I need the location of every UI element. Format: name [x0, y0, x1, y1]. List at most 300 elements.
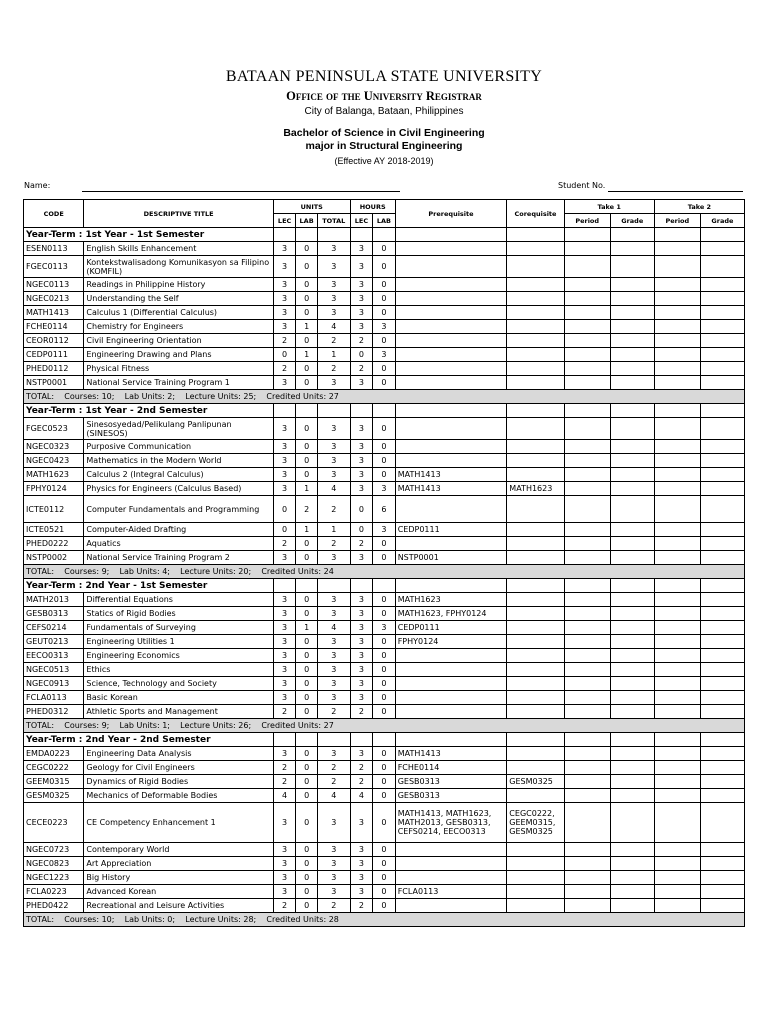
prerequisite — [395, 278, 507, 292]
units-lab: 0 — [296, 677, 318, 691]
hours-lec: 3 — [350, 857, 373, 871]
course-code: FGEC0113 — [24, 256, 84, 278]
take2-grade — [700, 843, 744, 857]
course-title: Engineering Economics — [84, 649, 273, 663]
units-lab: 2 — [296, 496, 318, 523]
empty-cell — [350, 579, 373, 593]
course-code: CECE0223 — [24, 803, 84, 843]
take1-period — [564, 857, 610, 871]
course-code: CEOR0112 — [24, 334, 84, 348]
course-code: CEDP0111 — [24, 348, 84, 362]
corequisite — [507, 256, 564, 278]
take2-period — [654, 454, 700, 468]
corequisite — [507, 747, 564, 761]
units-total: 4 — [317, 621, 350, 635]
hours-lab: 0 — [373, 761, 396, 775]
take2-period — [654, 761, 700, 775]
course-title: Big History — [84, 871, 273, 885]
course-code: FCLA0113 — [24, 691, 84, 705]
name-label: Name: — [24, 181, 51, 190]
take2-period — [654, 348, 700, 362]
hours-lec: 3 — [350, 621, 373, 635]
course-row — [24, 551, 745, 565]
course-row — [24, 621, 745, 635]
course-code: ICTE0521 — [24, 523, 84, 537]
hours-lab: 0 — [373, 789, 396, 803]
header-take1-period: Period — [564, 214, 610, 228]
units-lec: 3 — [273, 747, 296, 761]
take1-grade — [610, 468, 654, 482]
take2-grade — [700, 496, 744, 523]
take2-grade — [700, 649, 744, 663]
hours-lab: 0 — [373, 663, 396, 677]
hours-lec: 2 — [350, 537, 373, 551]
table-body — [24, 228, 745, 927]
prerequisite — [395, 691, 507, 705]
empty-cell — [373, 733, 396, 747]
take1-grade — [610, 496, 654, 523]
take1-grade — [610, 747, 654, 761]
prerequisite — [395, 899, 507, 913]
take2-grade — [700, 278, 744, 292]
semester-header-row — [24, 733, 745, 747]
corequisite — [507, 705, 564, 719]
semester-total: TOTAL: Courses: 10; Lab Units: 2; Lecture Units: 25; Credited Units: 27 — [24, 390, 745, 404]
course-title: Understanding the Self — [84, 292, 273, 306]
prerequisite: FPHY0124 — [395, 635, 507, 649]
course-code: NSTP0002 — [24, 551, 84, 565]
units-lab: 0 — [296, 649, 318, 663]
take2-period — [654, 775, 700, 789]
take2-period — [654, 899, 700, 913]
hours-lab: 0 — [373, 256, 396, 278]
header-prerequisite: Prerequisite — [395, 200, 507, 228]
units-total: 3 — [317, 278, 350, 292]
student-no-field-line[interactable] — [608, 191, 743, 192]
units-total: 3 — [317, 843, 350, 857]
empty-cell — [610, 404, 654, 418]
empty-cell — [654, 228, 700, 242]
units-total: 3 — [317, 418, 350, 440]
take2-grade — [700, 803, 744, 843]
hours-lec: 3 — [350, 256, 373, 278]
header-take1: Take 1 — [564, 200, 654, 214]
prerequisite — [395, 292, 507, 306]
hours-lab: 0 — [373, 691, 396, 705]
take1-grade — [610, 348, 654, 362]
units-total: 2 — [317, 334, 350, 348]
course-row — [24, 857, 745, 871]
course-code: GESM0325 — [24, 789, 84, 803]
take1-grade — [610, 482, 654, 496]
hours-lab: 0 — [373, 635, 396, 649]
city-address: City of Balanga, Bataan, Philippines — [304, 106, 464, 117]
units-total: 3 — [317, 677, 350, 691]
take1-period — [564, 242, 610, 256]
units-lab: 0 — [296, 242, 318, 256]
units-lab: 0 — [296, 885, 318, 899]
take2-grade — [700, 454, 744, 468]
units-lec: 3 — [273, 607, 296, 621]
course-row — [24, 607, 745, 621]
units-lab: 0 — [296, 747, 318, 761]
take2-period — [654, 649, 700, 663]
units-total: 2 — [317, 362, 350, 376]
empty-cell — [564, 579, 610, 593]
units-lec: 3 — [273, 621, 296, 635]
course-code: PHED0222 — [24, 537, 84, 551]
prerequisite — [395, 348, 507, 362]
corequisite — [507, 789, 564, 803]
units-total: 3 — [317, 242, 350, 256]
prerequisite: NSTP0001 — [395, 551, 507, 565]
empty-cell — [564, 404, 610, 418]
corequisite — [507, 761, 564, 775]
course-title: CE Competency Enhancement 1 — [84, 803, 273, 843]
take1-period — [564, 440, 610, 454]
hours-lab: 0 — [373, 468, 396, 482]
take1-grade — [610, 761, 654, 775]
units-lec: 3 — [273, 376, 296, 390]
hours-lab: 3 — [373, 621, 396, 635]
take2-period — [654, 278, 700, 292]
take2-grade — [700, 885, 744, 899]
take1-period — [564, 292, 610, 306]
empty-cell — [610, 579, 654, 593]
take2-period — [654, 292, 700, 306]
course-row — [24, 691, 745, 705]
effective-year: (Effective AY 2018-2019) — [334, 156, 434, 166]
take2-period — [654, 256, 700, 278]
units-total: 3 — [317, 607, 350, 621]
take2-period — [654, 523, 700, 537]
units-total: 3 — [317, 663, 350, 677]
course-code: NGEC0323 — [24, 440, 84, 454]
take2-grade — [700, 537, 744, 551]
take2-period — [654, 789, 700, 803]
course-code: NGEC0823 — [24, 857, 84, 871]
units-total: 2 — [317, 761, 350, 775]
hours-lec: 0 — [350, 348, 373, 362]
corequisite — [507, 885, 564, 899]
course-title: Mechanics of Deformable Bodies — [84, 789, 273, 803]
prerequisite — [395, 242, 507, 256]
units-lec: 3 — [273, 803, 296, 843]
empty-cell — [654, 733, 700, 747]
take1-grade — [610, 551, 654, 565]
course-code: ICTE0112 — [24, 496, 84, 523]
take2-grade — [700, 551, 744, 565]
prerequisite — [395, 376, 507, 390]
prerequisite — [395, 843, 507, 857]
take1-period — [564, 621, 610, 635]
take1-grade — [610, 803, 654, 843]
hours-lec: 3 — [350, 885, 373, 899]
empty-cell — [273, 404, 296, 418]
prerequisite: GESB0313 — [395, 789, 507, 803]
course-row — [24, 677, 745, 691]
units-total: 3 — [317, 292, 350, 306]
units-lec: 0 — [273, 523, 296, 537]
empty-cell — [350, 733, 373, 747]
units-lec: 2 — [273, 899, 296, 913]
course-title: Mathematics in the Modern World — [84, 454, 273, 468]
units-lab: 0 — [296, 306, 318, 320]
corequisite — [507, 348, 564, 362]
units-lab: 0 — [296, 418, 318, 440]
take2-period — [654, 747, 700, 761]
corequisite — [507, 468, 564, 482]
course-row — [24, 496, 745, 523]
units-total: 3 — [317, 551, 350, 565]
hours-lec: 3 — [350, 635, 373, 649]
empty-cell — [373, 404, 396, 418]
take1-period — [564, 761, 610, 775]
take1-grade — [610, 607, 654, 621]
units-lec: 3 — [273, 691, 296, 705]
course-title: Physical Fitness — [84, 362, 273, 376]
semester-header-row — [24, 228, 745, 242]
take2-grade — [700, 334, 744, 348]
units-total: 1 — [317, 348, 350, 362]
hours-lec: 0 — [350, 523, 373, 537]
hours-lec: 2 — [350, 705, 373, 719]
take1-grade — [610, 789, 654, 803]
take2-grade — [700, 761, 744, 775]
units-lec: 2 — [273, 761, 296, 775]
take1-period — [564, 256, 610, 278]
take2-grade — [700, 775, 744, 789]
empty-cell — [564, 733, 610, 747]
course-title: Purposive Communication — [84, 440, 273, 454]
hours-lec: 3 — [350, 454, 373, 468]
take2-grade — [700, 691, 744, 705]
semester-total-row — [24, 390, 745, 404]
semester-total: TOTAL: Courses: 10; Lab Units: 0; Lecture Units: 28; Credited Units: 28 — [24, 913, 745, 927]
prerequisite: GESB0313 — [395, 775, 507, 789]
units-total: 3 — [317, 885, 350, 899]
empty-cell — [507, 733, 564, 747]
hours-lec: 3 — [350, 677, 373, 691]
semester-title: Year-Term : 2nd Year - 1st Semester — [24, 579, 274, 593]
empty-cell — [507, 579, 564, 593]
course-code: MATH2013 — [24, 593, 84, 607]
semester-total-row — [24, 719, 745, 733]
units-total: 3 — [317, 857, 350, 871]
take2-grade — [700, 440, 744, 454]
course-title: English Skills Enhancement — [84, 242, 273, 256]
name-field-line[interactable] — [82, 191, 400, 192]
course-row — [24, 803, 745, 843]
units-total: 3 — [317, 871, 350, 885]
units-lec: 3 — [273, 306, 296, 320]
units-lab: 0 — [296, 362, 318, 376]
corequisite — [507, 278, 564, 292]
units-lec: 2 — [273, 362, 296, 376]
corequisite — [507, 677, 564, 691]
units-total: 3 — [317, 468, 350, 482]
take2-grade — [700, 482, 744, 496]
take2-period — [654, 621, 700, 635]
take2-period — [654, 334, 700, 348]
units-lab: 0 — [296, 843, 318, 857]
course-code: NGEC0213 — [24, 292, 84, 306]
hours-lab: 0 — [373, 362, 396, 376]
units-lab: 0 — [296, 376, 318, 390]
course-title: Science, Technology and Society — [84, 677, 273, 691]
empty-cell — [700, 228, 744, 242]
hours-lab: 0 — [373, 677, 396, 691]
course-title: Engineering Utilities 1 — [84, 635, 273, 649]
units-lab: 0 — [296, 775, 318, 789]
hours-lec: 4 — [350, 789, 373, 803]
course-title: Physics for Engineers (Calculus Based) — [84, 482, 273, 496]
hours-lec: 3 — [350, 551, 373, 565]
header-hours: HOURS — [350, 200, 395, 214]
take2-grade — [700, 376, 744, 390]
empty-cell — [395, 733, 507, 747]
hours-lec: 3 — [350, 663, 373, 677]
take1-period — [564, 362, 610, 376]
units-lec: 3 — [273, 649, 296, 663]
course-row — [24, 843, 745, 857]
corequisite: CEGC0222, GEEM0315, GESM0325 — [507, 803, 564, 843]
hours-lab: 0 — [373, 537, 396, 551]
hours-lec: 3 — [350, 747, 373, 761]
hours-lab: 0 — [373, 551, 396, 565]
units-lec: 3 — [273, 292, 296, 306]
units-lab: 1 — [296, 482, 318, 496]
semester-total: TOTAL: Courses: 9; Lab Units: 1; Lecture Units: 26; Credited Units: 27 — [24, 719, 745, 733]
take2-period — [654, 857, 700, 871]
hours-lec: 3 — [350, 649, 373, 663]
take2-grade — [700, 677, 744, 691]
corequisite — [507, 292, 564, 306]
semester-total-row — [24, 913, 745, 927]
take2-period — [654, 376, 700, 390]
take1-grade — [610, 621, 654, 635]
take2-grade — [700, 899, 744, 913]
prerequisite: MATH1413 — [395, 482, 507, 496]
header-title: DESCRIPTIVE TITLE — [84, 200, 273, 228]
course-title: Dynamics of Rigid Bodies — [84, 775, 273, 789]
course-code: NGEC0423 — [24, 454, 84, 468]
course-title: Engineering Drawing and Plans — [84, 348, 273, 362]
units-lab: 0 — [296, 278, 318, 292]
course-row — [24, 278, 745, 292]
take2-grade — [700, 705, 744, 719]
units-lec: 3 — [273, 551, 296, 565]
course-row — [24, 306, 745, 320]
take1-period — [564, 635, 610, 649]
take2-period — [654, 242, 700, 256]
take2-grade — [700, 306, 744, 320]
units-lab: 0 — [296, 440, 318, 454]
take1-grade — [610, 320, 654, 334]
semester-title: Year-Term : 1st Year - 2nd Semester — [24, 404, 274, 418]
corequisite — [507, 649, 564, 663]
units-total: 2 — [317, 899, 350, 913]
course-title: Geology for Civil Engineers — [84, 761, 273, 775]
take2-period — [654, 482, 700, 496]
hours-lab: 0 — [373, 747, 396, 761]
take1-grade — [610, 899, 654, 913]
course-code: NSTP0001 — [24, 376, 84, 390]
units-lec: 3 — [273, 593, 296, 607]
units-lec: 3 — [273, 454, 296, 468]
units-lab: 1 — [296, 621, 318, 635]
header-units: UNITS — [273, 200, 350, 214]
take2-grade — [700, 747, 744, 761]
prerequisite — [395, 857, 507, 871]
corequisite — [507, 523, 564, 537]
course-code: GEUT0213 — [24, 635, 84, 649]
empty-cell — [296, 733, 318, 747]
course-code: EECO0313 — [24, 649, 84, 663]
units-lec: 0 — [273, 348, 296, 362]
take1-period — [564, 899, 610, 913]
course-title: Basic Korean — [84, 691, 273, 705]
semester-header-row — [24, 579, 745, 593]
hours-lab: 0 — [373, 418, 396, 440]
take2-period — [654, 362, 700, 376]
course-code: GESB0313 — [24, 607, 84, 621]
take1-grade — [610, 871, 654, 885]
course-title: Computer-Aided Drafting — [84, 523, 273, 537]
prerequisite — [395, 362, 507, 376]
take1-period — [564, 747, 610, 761]
course-code: PHED0112 — [24, 362, 84, 376]
take2-grade — [700, 468, 744, 482]
take1-grade — [610, 635, 654, 649]
course-title: Athletic Sports and Management — [84, 705, 273, 719]
take1-period — [564, 376, 610, 390]
course-code: PHED0422 — [24, 899, 84, 913]
take2-period — [654, 871, 700, 885]
units-lec: 3 — [273, 440, 296, 454]
units-lab: 0 — [296, 607, 318, 621]
course-row — [24, 871, 745, 885]
course-row — [24, 292, 745, 306]
course-title: Fundamentals of Surveying — [84, 621, 273, 635]
take1-period — [564, 677, 610, 691]
curriculum-table — [23, 199, 745, 927]
take1-period — [564, 496, 610, 523]
take1-grade — [610, 440, 654, 454]
hours-lab: 0 — [373, 843, 396, 857]
hours-lab: 0 — [373, 899, 396, 913]
empty-cell — [507, 404, 564, 418]
corequisite — [507, 320, 564, 334]
header-take1-grade: Grade — [610, 214, 654, 228]
hours-lec: 3 — [350, 607, 373, 621]
empty-cell — [507, 228, 564, 242]
units-lec: 3 — [273, 843, 296, 857]
units-lab: 0 — [296, 537, 318, 551]
take1-period — [564, 306, 610, 320]
hours-lec: 3 — [350, 376, 373, 390]
take1-grade — [610, 677, 654, 691]
empty-cell — [610, 228, 654, 242]
course-row — [24, 334, 745, 348]
hours-lab: 0 — [373, 705, 396, 719]
units-lab: 0 — [296, 899, 318, 913]
program-major: major in Structural Engineering — [305, 140, 463, 152]
units-lab: 1 — [296, 523, 318, 537]
take2-grade — [700, 348, 744, 362]
course-code: MATH1623 — [24, 468, 84, 482]
units-lec: 3 — [273, 857, 296, 871]
